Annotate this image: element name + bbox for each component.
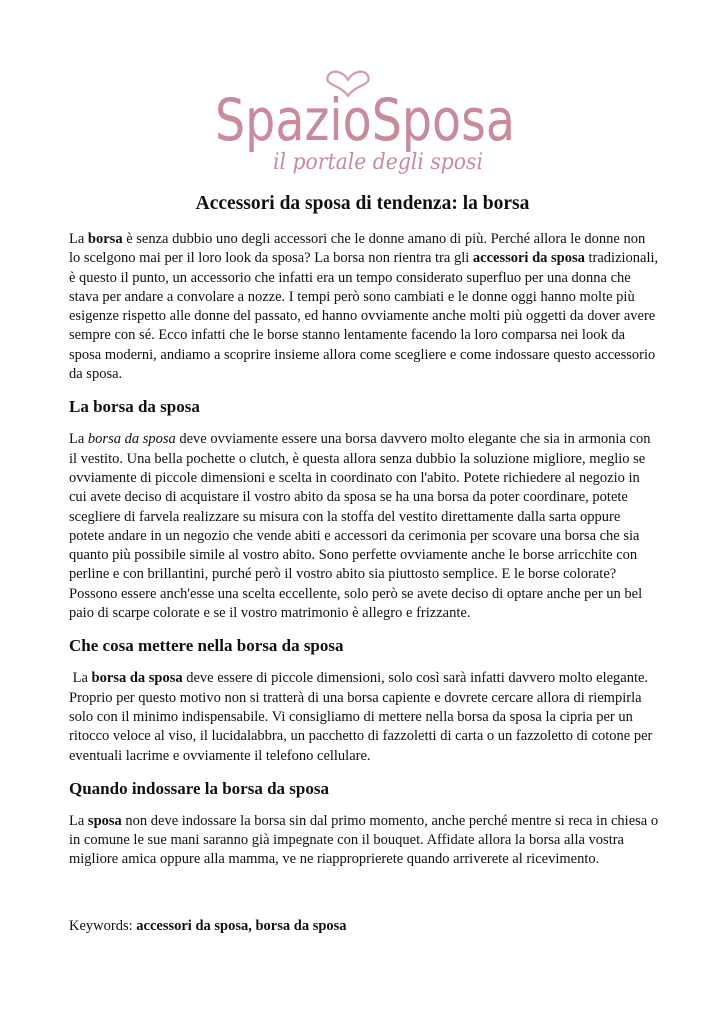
intro-text-2: è senza dubbio uno degli accessori che le donne amano di più. Perché allora le donne non lo scelgono mai per il loro look da sposa? La borsa non rientra tra gli — [69, 231, 646, 267]
intro-text-3: tradizionali, è questo il punto, un accessorio che infatti era un tempo considerato superfluo per una donna che stava per andare a convolare a nozze. I tempi però sono cambiati e le donne oggi hanno molte più esigenze rispetto alle donne del passato, ed hanno ovviamente anche molti più oggetti da dover avere sempre con sé. Ecco infatti che le borse stanno lentamente facendo la loro comparsa nei look da sposa moderni, andiamo a scoprire insieme allora come scegliere e come indossare questo accessorio da sposa. — [69, 250, 659, 383]
section2-text-2: deve essere di piccole dimensioni, solo così sarà infatti davvero molto elegante. Proprio per questo motivo non si tratterà di una borsa capiente e dovrete cercare allora di riempirla solo con il minimo indispensabile. Vi consigliamo di mettere nella borsa da sposa la cipria per un ritocco veloce al viso, il lucidalabbra, un pacchetto di fazzoletti di carta o un fazzoletto di cotone per eventuali lacrime e ovviamente il telefono cellulare. — [69, 670, 653, 764]
section1-italic-1: borsa da sposa — [87, 431, 176, 448]
section2-paragraph — [69, 669, 659, 765]
logo-name: SpazioSposa — [215, 86, 515, 154]
section1-paragraph — [69, 430, 659, 623]
section2-bold-1: borsa da sposa — [91, 670, 183, 687]
logo-graphic — [200, 70, 530, 180]
section3-text-2: non deve indossare la borsa sin dal primo momento, anche perché mentre si reca in chiesa o in comune le sue mani saranno già impegnate con il bouquet. Affidate allora la borsa alla vostra migliore amica oppure alla mamma, ve ne riapproprierete quando arriverete al ricevimento. — [69, 812, 659, 868]
section-heading-borsa-da-sposa: La borsa da sposa — [69, 397, 200, 417]
section3-bold-1: sposa — [87, 812, 122, 829]
section3-text-1: La — [69, 812, 88, 829]
section3-paragraph — [69, 812, 659, 870]
section2-text-1: La — [69, 670, 92, 687]
intro-bold-1: borsa — [87, 231, 123, 247]
keywords-line — [69, 917, 347, 936]
keywords-label: Keywords: — [69, 918, 137, 934]
section1-text-1: La — [69, 431, 88, 448]
logo-tagline: il portale degli sposi — [273, 150, 483, 175]
keywords-value: accessori da sposa, borsa da sposa — [136, 918, 347, 934]
intro-text-1: La — [69, 231, 88, 247]
intro-paragraph — [69, 230, 659, 384]
spaziosposa-logo — [200, 70, 530, 180]
section1-text-2: deve ovviamente essere una borsa davvero molto elegante che sia in armonia con il vestito. Una bella pochette o clutch, è questa allora senza dubbio la soluzione migliore, meglio se ovviamente di piccole dimensioni e scelta in coordinato con l'abito. Potete richiedere al negozio in cui avete deciso di acquistare il vostro abito da sposa se ha una borsa da poter coordinare, potete scegliere di farvela realizzare su misura con la stoffa del vestito direttamente dalla sarta oppure potete andare in un negozio che vende abiti e accessori da cerimonia per scovare una borsa che sia quanto più possibile simile al vostro abito. Sono perfette ovviamente anche le borse arricchite con perline e con brillantini, purché però il vostro abito sia piuttosto semplice. E le borse colorate? Possono essere anch'esse una scelta eccellente, solo però se avete deciso di optare anche per un bel paio di scarpe colorate e se il vostro matrimonio è allegro e frizzante. — [69, 431, 651, 622]
article-body — [69, 230, 659, 882]
section-heading-quando-indossare: Quando indossare la borsa da sposa — [69, 778, 329, 798]
article-title: Accessori da sposa di tendenza: la borsa — [195, 193, 530, 214]
section-heading-cosa-mettere: Che cosa mettere nella borsa da sposa — [69, 636, 344, 656]
intro-bold-2: accessori da sposa — [472, 250, 585, 267]
